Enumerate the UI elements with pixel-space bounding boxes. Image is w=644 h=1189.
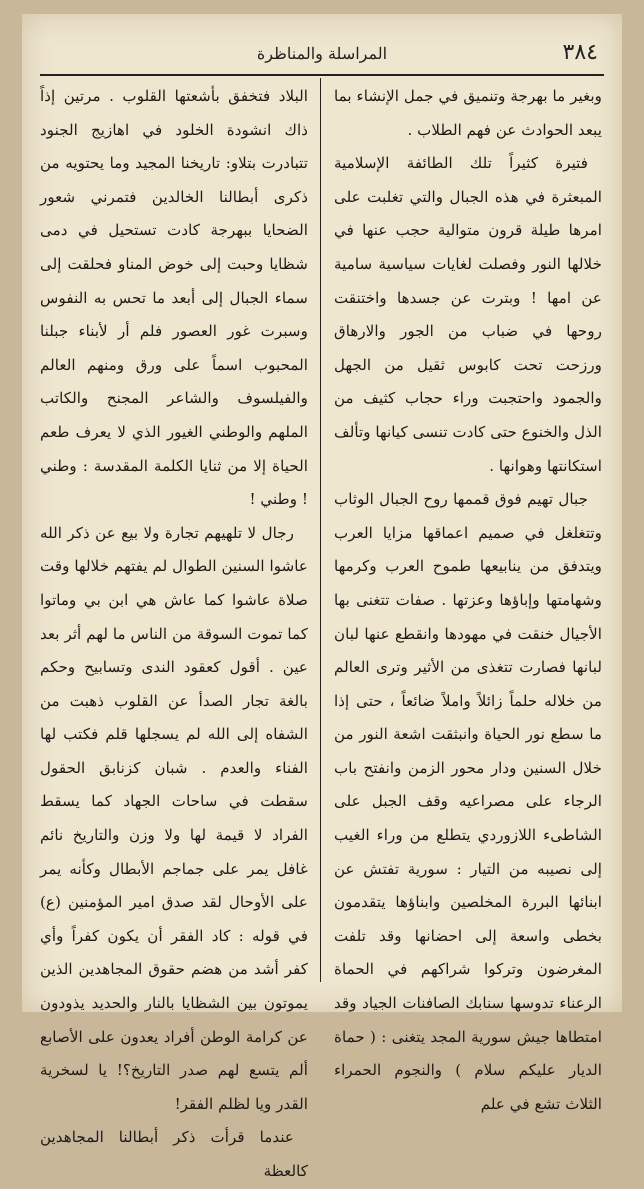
paragraph: وبغير ما بهرجة وتنميق في جمل الإنشاء بما يبعد الحوادث عن فهم الطلاب . — [334, 87, 602, 139]
header-rule — [40, 74, 604, 76]
running-title: المراسلة والمناظرة — [256, 44, 388, 63]
paragraph: رجال لا تلهيهم تجارة ولا بيع عن ذكر الله عاشوا السنين الطوال لم يفتهم خلالها وقت صلاة عاشوا كما عاش هي ابن بي وماتوا كما تموت السوقة من الناس ما لهم أثر بعد عين . أقول كعقود الندى وتسابيح وحكم بالغة تجار الصدأ عن القلوب ذهبت من الشفاه إلى الله لم يسجلها قلم فكتب لها الفناء والعدم . شبان كزنابق الحقول سقطت في ساحات الجهاد كما يسقط الفراد لا قيمة لها ولا وزن والتاريخ نائم غافل يمر على جماجم الأبطال وكأنه يمر على الأوحال لقد صدق امير المؤمنين (ع) في قوله : كاد الفقر أن يكون كفراً وأي كفر أشد من هضم حقوق المجاهدين الذين يموتون بين الشظايا بالنار والحديد يذودون عن كرامة الوطن أفراد يعدون على الأصابع ألم يتسع لهم صدر التاريخ؟! يا لسخرية القدر ويا لظلم الفقر! — [40, 523, 308, 1113]
page-header — [46, 38, 598, 74]
book-page — [22, 14, 622, 1180]
left-column — [40, 80, 308, 1189]
page-number: ٣٨٤ — [562, 40, 598, 65]
paragraph: فتيرة كثيراً تلك الطائفة الإسلامية المبعثرة في هذه الجبال والتي تغلبت على امرها طيلة قرون متوالية حجب عنها في خلالها النور وفصلت لغايات سياسية سامية عن امها ! وبترت عن جسدها واختنقت روحها في ضباب من الجور والارهاق ورزحت تحت كابوس ثقيل من الجهل والجمود واحتجبت وراء حجاب كثيف من الذل والخنوع حتى كادت تنسى كيانها وتألف استكانتها وهوانها . — [334, 154, 602, 475]
right-column — [334, 80, 602, 1121]
paragraph: عندما قرأت ذكر أبطالنا المجاهدين كالعظة — [40, 1128, 308, 1180]
column-divider — [320, 78, 321, 982]
paragraph: البلاد فتخفق بأشعتها القلوب . مرتين إذاً ذاك انشودة الخلود في اهازيج الجنود تتبادرت بتلاو: تاريخنا المجيد وما يحتويه من ذكرى أبطالنا الخالدين فتمرني شعور الضحايا ببهرجة كادت تستحيل في دمى شظايا وحبت إلى خوض المناو فحلقت إلى سماء الجبال إلى أبعد ما تحس به النفوس وسبرت غور العصور فلم أر لأبناء جبلنا المحبوب اسماً على ورق ومنهم العالم والفيلسوف والشاعر المجنح والكاتب الملهم والوطني الغيور الذي لا يعرف طعم الحياة إلا من ثنايا الكلمة المقدسة : وطني ! وطني ! — [40, 87, 308, 509]
paragraph: جبال تهيم فوق قممها روح الجبال الوثاب وتتغلغل في صميم اعماقها مزايا العرب ويتدفق من ينابيعها طموح العرب وكرمها وشهامتها وإباؤها وعزتها . صفات تتغنى بها الأجيال خنقت في مهودها وانقطع عنها لبان لبانها فصارت تتغذى من الأثير وترى العالم من خلاله حلماً زائلاً واملاً ضائعاً ، حتى إذا ما سطع نور الحياة وانبثقت اشعة النور من خلال السنين ودار محور الزمن وانفتح باب الرجاء على مصراعيه وقف الجبل على الشاطىء اللازوردي يتطلع من وراء الغيب إلى نصيبه من التيار : سورية تفتش عن ابنائها البررة المخلصين وابناؤها يتقدمون بخطى واسعة إلى احضانها وقد تلفت المغرضون وتركوا شراكهم في الحماة الرعناء تدوسها سنابك الصافنات الجياد وقد امتطاها جيش سورية المجد يتغنى : ( حماة الديار عليكم سلام ) والنجوم الحمراء الثلاث تشع في علم — [334, 490, 602, 1113]
